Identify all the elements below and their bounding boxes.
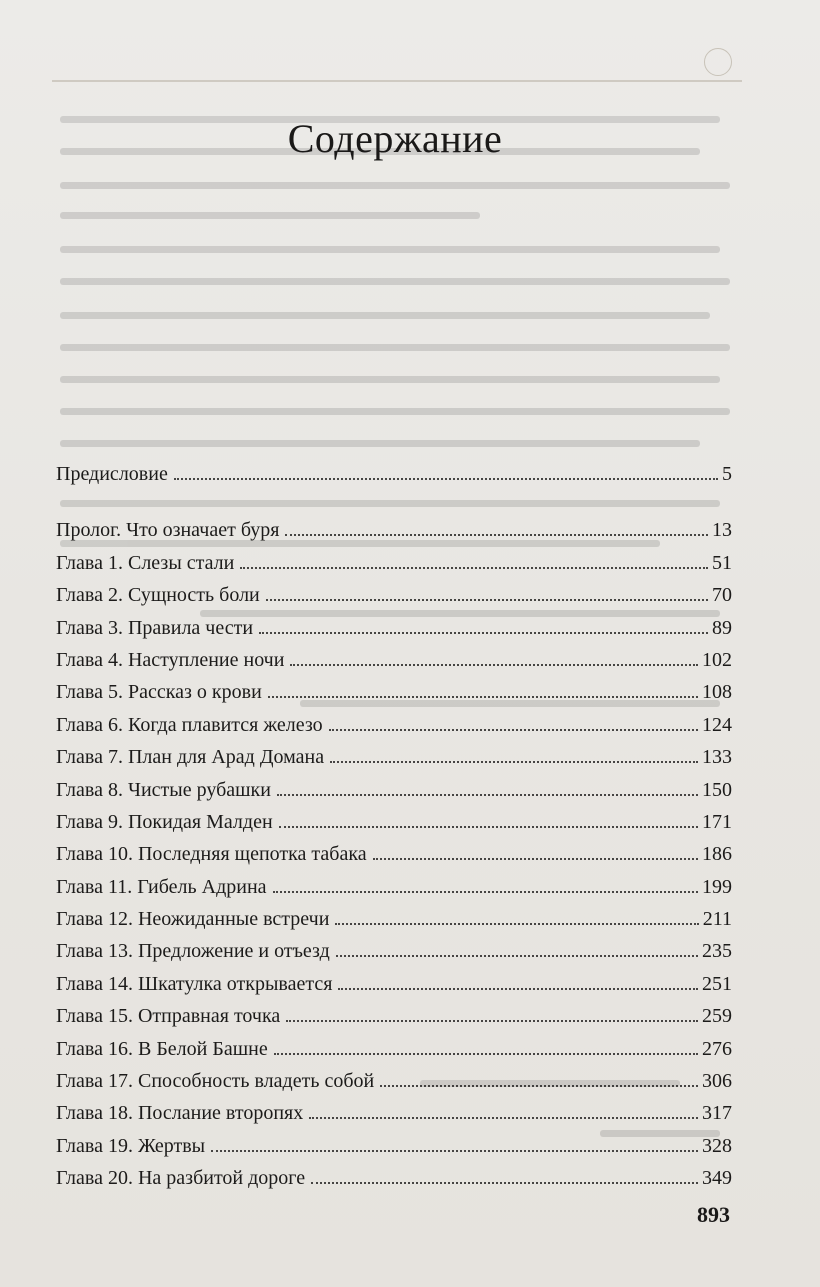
ornament-icon xyxy=(704,48,732,76)
toc-entry-page: 328 xyxy=(702,1134,732,1157)
toc-entry xyxy=(56,838,732,870)
toc-entry-page: 13 xyxy=(712,519,732,542)
toc-entry-page: 70 xyxy=(712,584,732,607)
toc-entry xyxy=(56,612,732,644)
dot-leader xyxy=(266,598,708,601)
page-title: Содержание xyxy=(287,115,503,161)
toc-entry-page: 251 xyxy=(702,972,732,995)
toc-entry-title: Глава 20. На разбитой дороге xyxy=(56,1167,306,1190)
toc-entry xyxy=(56,871,732,903)
page-number: 893 xyxy=(697,1202,730,1227)
dot-leader xyxy=(309,1116,698,1119)
toc-entry-page: 349 xyxy=(702,1167,732,1190)
toc-entry-title: Глава 12. Неожиданные встречи xyxy=(56,908,330,931)
dot-leader xyxy=(279,825,698,828)
toc-entry xyxy=(56,676,732,708)
dot-leader xyxy=(240,566,708,569)
dot-leader xyxy=(330,760,698,763)
toc-entry xyxy=(56,1000,732,1032)
toc-entry-title: Глава 5. Рассказ о крови xyxy=(56,681,262,704)
toc-entry-page: 150 xyxy=(702,778,732,801)
toc-entry-title: Глава 13. Предложение и отъезд xyxy=(56,940,330,963)
toc-entry xyxy=(56,935,732,967)
toc-entry xyxy=(56,1130,732,1162)
toc-entry-title: Глава 11. Гибель Адрина xyxy=(56,875,267,898)
toc-entry-page: 102 xyxy=(702,648,732,671)
toc-entry xyxy=(56,514,732,546)
toc-entry-title: Глава 1. Слезы стали xyxy=(56,551,235,574)
dot-leader xyxy=(336,954,698,957)
toc-entry xyxy=(56,1033,732,1065)
toc-entry-title: Глава 10. Последняя щепотка табака xyxy=(56,843,367,866)
toc-entry xyxy=(56,644,732,676)
toc-entry xyxy=(56,1065,732,1097)
toc-entry-page: 108 xyxy=(702,681,732,704)
toc-entry xyxy=(56,968,732,1000)
toc-entry xyxy=(56,806,732,838)
running-header xyxy=(52,46,742,82)
toc-entry-title: Глава 3. Правила чести xyxy=(56,616,254,639)
toc-entry-title: Пролог. Что означает буря xyxy=(56,519,280,542)
dot-leader xyxy=(285,533,708,536)
toc-entry xyxy=(56,458,732,490)
dot-leader xyxy=(273,890,698,893)
toc-entry-page: 171 xyxy=(702,810,732,833)
toc-entry-title: Глава 19. Жертвы xyxy=(56,1134,206,1157)
toc-entry-title: Глава 18. Послание второпях xyxy=(56,1102,304,1125)
toc-entry-page: 89 xyxy=(712,616,732,639)
dot-leader xyxy=(335,922,698,925)
dot-leader xyxy=(174,477,718,480)
toc-entry-page: 276 xyxy=(702,1037,732,1060)
dot-leader xyxy=(268,695,698,698)
toc-entry xyxy=(56,774,732,806)
toc-entry-page: 133 xyxy=(702,746,732,769)
toc-entry-page: 124 xyxy=(702,713,732,736)
toc-entry-title: Глава 4. Наступление ночи xyxy=(56,648,285,671)
toc-entry-page: 317 xyxy=(702,1102,732,1125)
toc-entry-title: Глава 8. Чистые рубашки xyxy=(56,778,271,801)
toc-entry-title: Глава 14. Шкатулка открывается xyxy=(56,972,333,995)
toc-entry-title: Глава 2. Сущность боли xyxy=(56,584,260,607)
toc-entry-title: Предисловие xyxy=(56,463,168,485)
toc-entry-page: 186 xyxy=(702,843,732,866)
dot-leader xyxy=(277,793,698,796)
toc-entry xyxy=(56,1162,732,1194)
toc-entry xyxy=(56,547,732,579)
toc-entry-title: Глава 16. В Белой Башне xyxy=(56,1037,268,1060)
toc-entry-page: 259 xyxy=(702,1005,732,1028)
toc-entry xyxy=(56,903,732,935)
toc-entry-title: Глава 9. Покидая Малден xyxy=(56,810,273,833)
table-of-contents xyxy=(56,458,732,1195)
toc-entry-title: Глава 15. Отправная точка xyxy=(56,1005,281,1028)
toc-entry xyxy=(56,579,732,611)
dot-leader xyxy=(380,1084,698,1087)
dot-leader xyxy=(311,1181,698,1184)
toc-entry-page: 199 xyxy=(702,875,732,898)
toc-entry-page: 211 xyxy=(702,908,732,931)
dot-leader xyxy=(286,1019,698,1022)
toc-entry-title: Глава 17. Способность владеть собой xyxy=(56,1070,375,1093)
toc-entry-title: Глава 6. Когда плавится железо xyxy=(56,713,323,736)
toc-entry xyxy=(56,1097,732,1129)
toc-entry-page: 51 xyxy=(712,551,732,574)
toc-entry xyxy=(56,709,732,741)
dot-leader xyxy=(338,987,698,990)
dot-leader xyxy=(290,663,698,666)
toc-entry-page: 306 xyxy=(702,1070,732,1093)
toc-entry-title: Глава 7. План для Арад Домана xyxy=(56,746,325,769)
dot-leader xyxy=(373,857,698,860)
toc-entry-page: 235 xyxy=(702,940,732,963)
toc-entry xyxy=(56,741,732,773)
dot-leader xyxy=(329,728,698,731)
dot-leader xyxy=(274,1052,698,1055)
toc-entry-page: 5 xyxy=(722,463,732,485)
dot-leader xyxy=(259,631,708,634)
dot-leader xyxy=(211,1149,698,1152)
